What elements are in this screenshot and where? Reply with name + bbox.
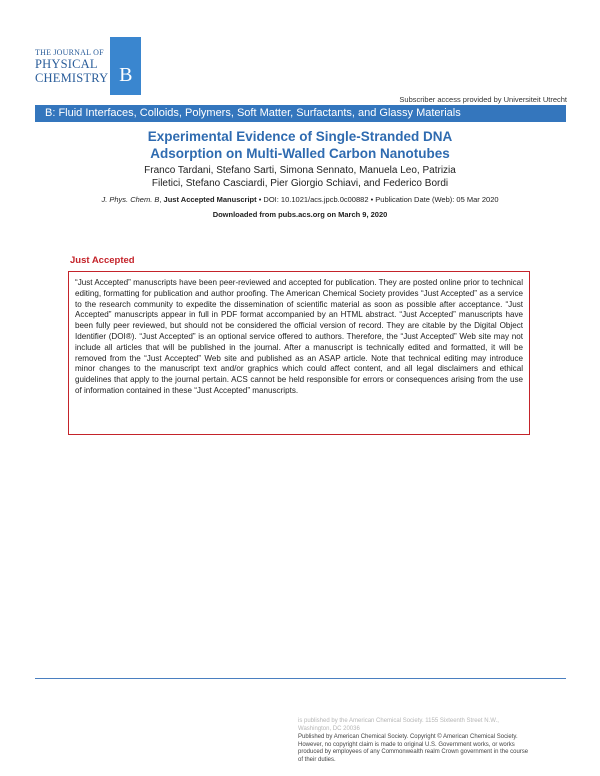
copyright-line-3: produced by employees of any Commonwealth realm Crown government in the course — [298, 749, 529, 755]
article-authors — [110, 164, 490, 190]
publisher-line-2: Washington, DC 20036 — [298, 725, 360, 732]
journal-logo — [35, 37, 141, 95]
subscriber-access-note: Subscriber access provided by Universiteit Utrecht — [399, 95, 567, 104]
journal-section-banner: B: Fluid Interfaces, Colloids, Polymers, Soft Matter, Surfactants, and Glassy Materials — [35, 105, 566, 122]
doi-publication-date: • DOI: 10.1021/acs.jpcb.0c00882 • Publication Date (Web): 05 Mar 2020 — [256, 195, 499, 204]
citation-line: J. Phys. Chem. B, Just Accepted Manuscript • DOI: 10.1021/acs.jpcb.0c00882 • Publication Date (Web): 05 Mar 2020 — [101, 195, 499, 204]
manuscript-status: Just Accepted Manuscript — [163, 195, 257, 204]
copyright-notice — [298, 734, 560, 764]
authors-line-1: Franco Tardani, Stefano Sarti, Simona Sennato, Manuela Leo, Patrizia — [144, 165, 456, 176]
journal-section-letter: B — [110, 37, 141, 95]
article-title-line-1: Experimental Evidence of Single-Stranded DNA — [147, 129, 453, 144]
copyright-line-1: Published by American Chemical Society. Copyright © American Chemical Society. — [298, 734, 518, 740]
authors-line-2: Filetici, Stefano Casciardi, Pier Giorgio Schiavi, and Federico Bordi — [151, 178, 449, 189]
journal-logo-text — [35, 49, 108, 84]
logo-line-2: PHYSICAL — [35, 57, 98, 71]
article-title — [60, 128, 540, 162]
journal-abbrev: J. Phys. Chem. B — [101, 195, 160, 204]
just-accepted-notice: “Just Accepted” manuscripts have been peer-reviewed and accepted for publication. They are posted online prior to technical editing, formatting for publication and author proofing. The American Chemical Society provides “Just Accepted” as a service to the research community to expedite the dissemination of scientific material as soon as possible after acceptance. “Just Accepted” manuscripts appear in full in PDF format accompanied by an HTML abstract. “Just Accepted” manuscripts have been fully peer reviewed, but should not be considered the official version of record. They are citable by the Digital Object Identifier (DOI®). “Just Accepted” is an optional service offered to authors. Therefore, the “Just Accepted” Web site may not include all articles that will be published in the journal. After a manuscript is technically edited and formatted, it will be removed from the “Just Accepted” Web site and published as an ASAP article. Note that technical editing may introduce minor changes to the manuscript text and/or graphics which could affect content, and all legal disclaimers and ethical guidelines that apply to the journal pertain. ACS cannot be held responsible for errors or consequences arising from the use of information contained in these “Just Accepted” manuscripts. — [68, 271, 530, 435]
logo-line-3: CHEMISTRY — [35, 70, 109, 85]
publisher-line-1: is published by the American Chemical Society. 1155 Sixteenth Street N.W., — [298, 718, 499, 724]
downloaded-note: Downloaded from pubs.acs.org on March 9, 2020 — [212, 210, 388, 219]
copyright-line-4: of their duties. — [298, 756, 336, 763]
logo-line-1: THE JOURNAL OF — [35, 48, 104, 57]
copyright-line-2: However, no copyright claim is made to original U.S. Government works, or works — [298, 741, 515, 748]
article-title-line-2: Adsorption on Multi-Walled Carbon Nanotubes — [150, 146, 450, 161]
just-accepted-heading: Just Accepted — [70, 255, 135, 266]
footer-divider — [35, 678, 566, 679]
publisher-address — [298, 718, 560, 733]
